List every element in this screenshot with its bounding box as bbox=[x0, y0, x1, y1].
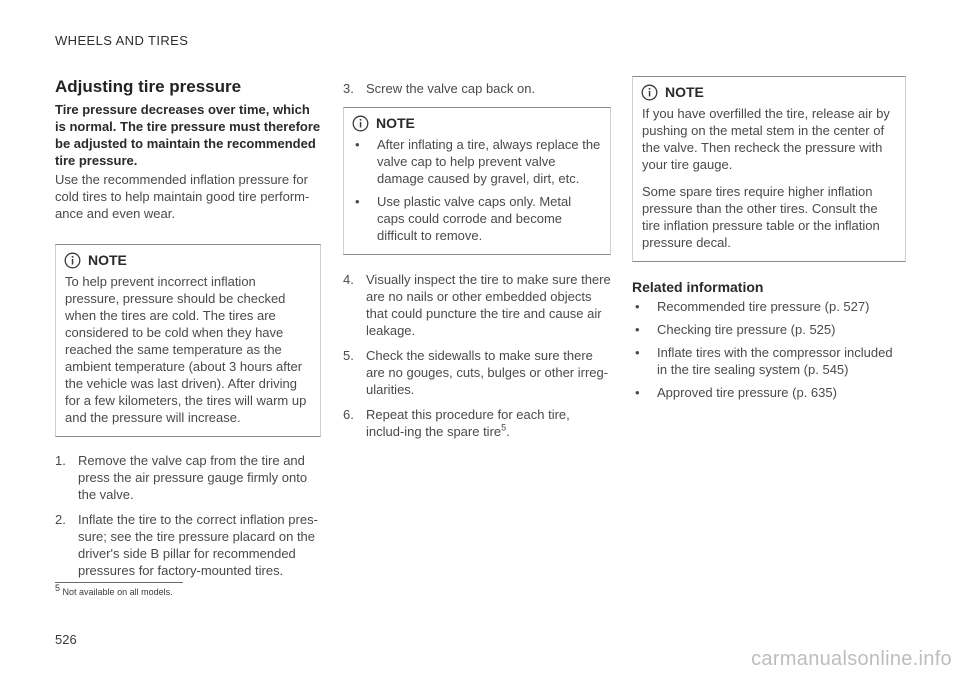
related-heading: Related information bbox=[632, 279, 764, 295]
note-box-overfill bbox=[632, 76, 906, 262]
footnote bbox=[55, 583, 173, 597]
footnote-mark: 5 bbox=[55, 583, 61, 593]
step-text-main: Repeat this procedure for each tire, includ-ing the spare tire bbox=[366, 407, 570, 439]
intro-paragraph: Use the recommended inflation pressure for cold tires to help maintain good tire perform-ance and even wear. bbox=[55, 172, 310, 221]
info-icon bbox=[352, 115, 369, 132]
step-number: 4. bbox=[343, 272, 354, 287]
step-number: 6. bbox=[343, 407, 354, 422]
step-number: 1. bbox=[55, 453, 66, 468]
list-item bbox=[55, 511, 321, 579]
note-heading: NOTE bbox=[665, 83, 704, 100]
bullet-icon: • bbox=[635, 299, 640, 314]
related-links-list bbox=[632, 298, 906, 401]
step-text: Visually inspect the tire to make sure there are no nails or other embedded objects that could puncture the tire and cause air leakage. bbox=[366, 272, 611, 338]
lead-paragraph: Tire pressure decreases over time, which is normal. The tire pressure must therefore be adjusted to maintain the recommended tire pressure. bbox=[55, 102, 321, 168]
footnote-reference[interactable]: 5 bbox=[501, 422, 507, 433]
related-link[interactable]: Inflate tires with the compressor included in the tire sealing system (p. 545) bbox=[657, 345, 893, 377]
steps-list-a-cont bbox=[343, 80, 611, 97]
note-paragraph-2: Some spare tires require higher inflation pressure than the other tires. Consult the tire inflation pressure table or the inflation pressure decal. bbox=[642, 184, 880, 250]
list-item bbox=[352, 193, 602, 244]
list-item[interactable] bbox=[632, 298, 906, 315]
list-item bbox=[343, 347, 611, 398]
column-middle bbox=[343, 76, 611, 448]
step-text-tail: . bbox=[506, 424, 510, 439]
note-header bbox=[352, 112, 602, 134]
bullet-icon: • bbox=[355, 194, 360, 209]
column-left bbox=[55, 76, 321, 587]
bullet-icon: • bbox=[635, 345, 640, 360]
list-item bbox=[343, 406, 611, 440]
step-text: Remove the valve cap from the tire and press the air pressure gauge firmly onto the valve. bbox=[78, 453, 308, 502]
related-link[interactable]: Approved tire pressure (p. 635) bbox=[657, 385, 837, 400]
note-header bbox=[64, 249, 312, 271]
step-text: Check the sidewalls to make sure there are no gouges, cuts, bulges or other irreg-ularities. bbox=[366, 348, 609, 397]
watermark: carmanualsonline.info bbox=[751, 648, 952, 670]
note-bullet-list bbox=[352, 136, 602, 244]
list-item[interactable] bbox=[632, 344, 906, 378]
footnote-text: Not available on all models. bbox=[62, 587, 173, 597]
info-icon bbox=[64, 252, 81, 269]
bullet-icon: • bbox=[635, 385, 640, 400]
note-heading: NOTE bbox=[376, 114, 415, 131]
note-paragraph-1: If you have overfilled the tire, release air by pushing on the metal stem in the center of the valve. Then recheck the pressure with your tire gauge. bbox=[642, 106, 890, 172]
column-right bbox=[632, 76, 906, 407]
note-heading: NOTE bbox=[88, 251, 127, 268]
bullet-icon: • bbox=[635, 322, 640, 337]
step-text bbox=[366, 406, 611, 440]
note-box-pressure bbox=[55, 244, 321, 437]
bullet-icon: • bbox=[355, 137, 360, 152]
page-header: WHEELS AND TIRES bbox=[55, 33, 189, 48]
note-header bbox=[641, 81, 897, 103]
note-body: To help prevent incorrect inflation pressure, pressure should be checked when the tires are cold. The tires are considered to be cold when they have reached the same temperature as the ambient temperature (about 3 hours after the vehicle was last driven). After driving for a few kilometers, the tires will warm up and the pressure will increase. bbox=[65, 274, 307, 425]
bullet-text: Use plastic valve caps only. Metal caps could corrode and become difficult to remove. bbox=[377, 194, 572, 243]
section-title: Adjusting tire pressure bbox=[55, 77, 242, 96]
related-link[interactable]: Recommended tire pressure (p. 527) bbox=[657, 299, 870, 314]
step-number: 3. bbox=[343, 81, 354, 96]
list-item bbox=[55, 452, 321, 503]
page-number: 526 bbox=[55, 632, 77, 647]
list-item bbox=[343, 271, 611, 339]
bullet-text: After inflating a tire, always replace the valve cap to help prevent valve damage caused by gravel, dirt, etc. bbox=[377, 137, 601, 186]
step-number: 5. bbox=[343, 348, 354, 363]
related-link[interactable]: Checking tire pressure (p. 525) bbox=[657, 322, 836, 337]
note-box-valve-cap bbox=[343, 107, 611, 255]
list-item[interactable] bbox=[632, 384, 906, 401]
info-icon bbox=[641, 84, 658, 101]
list-item bbox=[352, 136, 602, 187]
list-item[interactable] bbox=[632, 321, 906, 338]
step-text: Inflate the tire to the correct inflation pres-sure; see the tire pressure placard on the driver's side B pillar for recommended pressures for factory-mounted tires. bbox=[78, 512, 318, 578]
steps-list-a bbox=[55, 452, 321, 579]
steps-list-b bbox=[343, 271, 611, 440]
step-number: 2. bbox=[55, 512, 66, 527]
step-text: Screw the valve cap back on. bbox=[366, 81, 536, 96]
list-item bbox=[343, 80, 611, 97]
footnote-divider bbox=[55, 582, 183, 583]
